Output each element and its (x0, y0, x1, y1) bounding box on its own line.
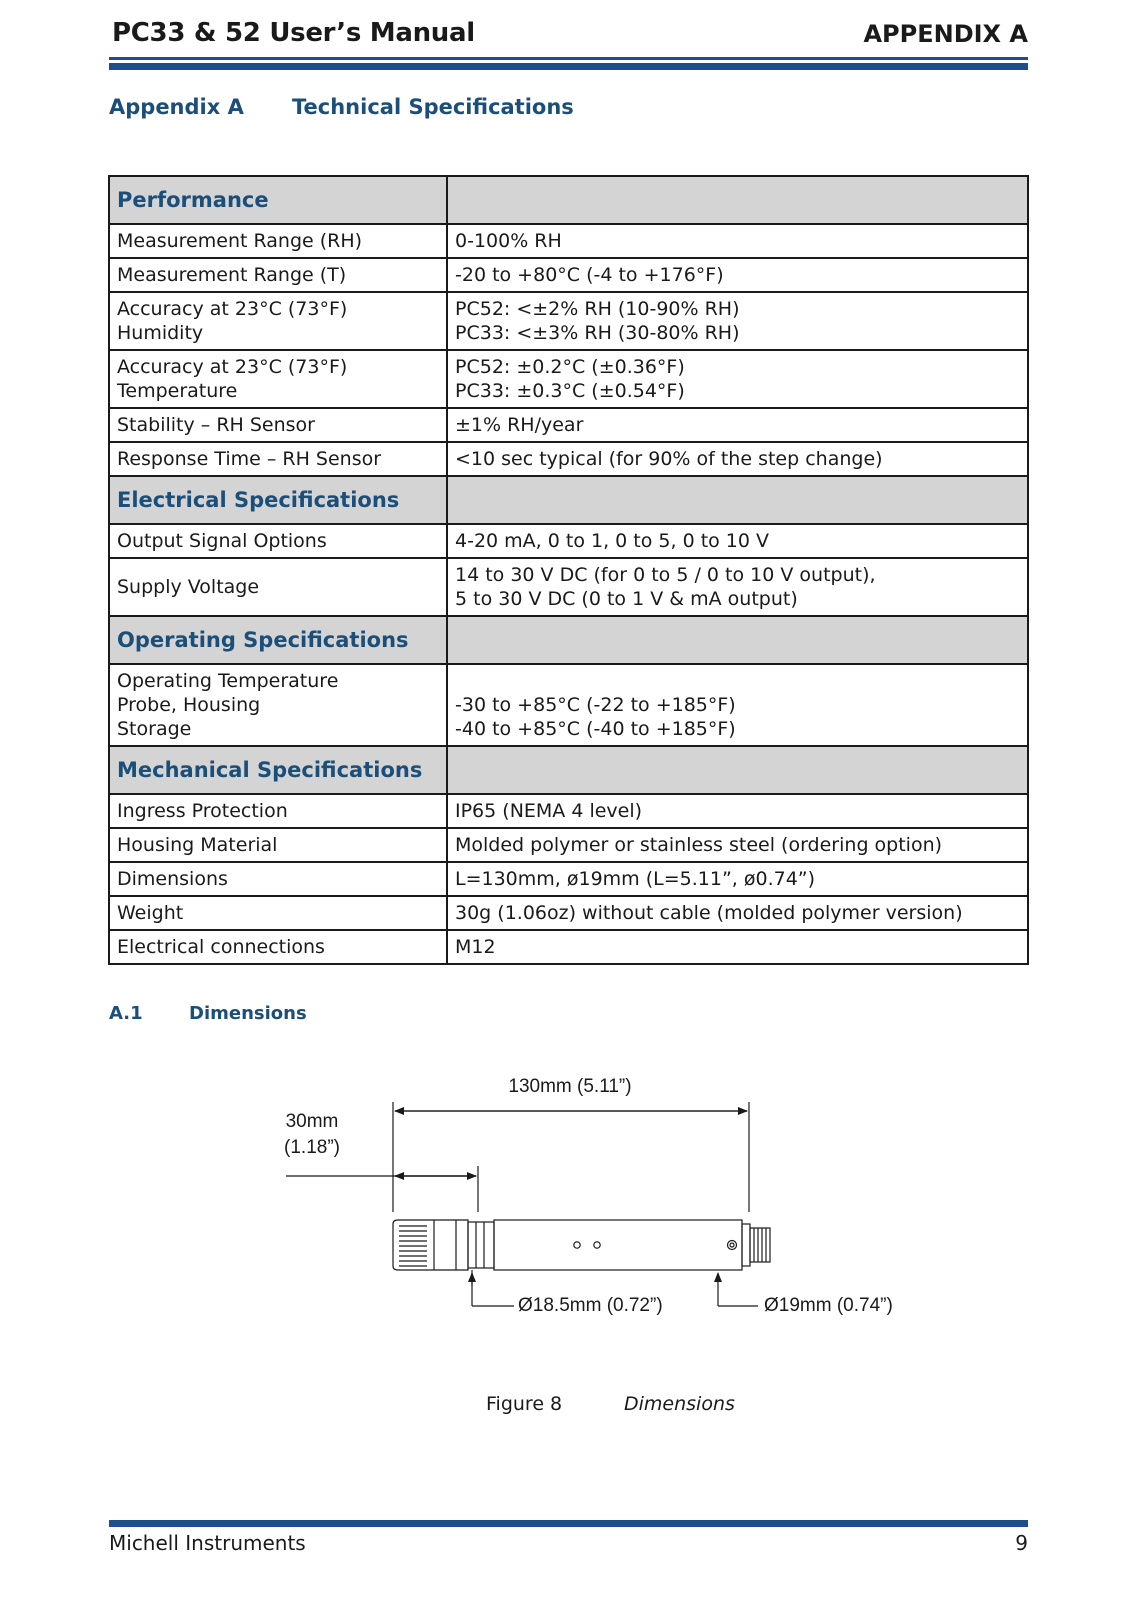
spec-value: 0-100% RH (447, 224, 1028, 258)
spec-label: Dimensions (109, 862, 447, 896)
spec-value (447, 664, 1028, 746)
spec-value-line: -40 to +85°C (-40 to +185°F) (455, 718, 736, 740)
section-heading: Electrical Specifications (109, 476, 447, 524)
spec-value: -20 to +80°C (-4 to +176°F) (447, 258, 1028, 292)
spec-value: <10 sec typical (for 90% of the step change) (447, 442, 1028, 476)
probe-collar (468, 1222, 494, 1268)
table-row (109, 828, 1028, 862)
spec-label-line: Storage (117, 718, 192, 740)
spec-label-line: Temperature (117, 380, 238, 402)
spec-label: Ingress Protection (109, 794, 447, 828)
table-row (109, 442, 1028, 476)
m12-connector (742, 1224, 770, 1266)
spec-value: ±1% RH/year (447, 408, 1028, 442)
section-row-electrical (109, 476, 1028, 524)
spec-value: 4-20 mA, 0 to 1, 0 to 5, 0 to 10 V (447, 524, 1028, 558)
spec-value-line: PC33: ±0.3°C (±0.54°F) (455, 380, 685, 402)
overall-length-label: 130mm (5.11”) (508, 1075, 632, 1097)
spec-value (447, 292, 1028, 350)
spec-label: Weight (109, 896, 447, 930)
spec-label: Supply Voltage (109, 558, 447, 616)
page-number: 9 (1015, 1531, 1028, 1555)
spec-value-line: PC33: <±3% RH (30-80% RH) (455, 322, 740, 344)
spec-value: Molded polymer or stainless steel (ordering option) (447, 828, 1028, 862)
spec-label-line: Operating Temperature (117, 670, 339, 692)
table-row (109, 350, 1028, 408)
spec-value (447, 350, 1028, 408)
filter-length-mm-label: 30mm (285, 1110, 339, 1132)
spec-value: IP65 (NEMA 4 level) (447, 794, 1028, 828)
section-row-mechanical (109, 746, 1028, 794)
spec-label: Output Signal Options (109, 524, 447, 558)
footer-company: Michell Instruments (109, 1531, 306, 1555)
table-row (109, 896, 1028, 930)
spec-label (109, 292, 447, 350)
spec-label-line: Probe, Housing (117, 694, 261, 716)
table-row (109, 524, 1028, 558)
vent-hole (574, 1242, 580, 1248)
subsection-title: Dimensions (189, 1003, 307, 1024)
table-row (109, 794, 1028, 828)
table-row (109, 930, 1028, 964)
spec-label: Housing Material (109, 828, 447, 862)
spec-label: Stability – RH Sensor (109, 408, 447, 442)
table-row (109, 258, 1028, 292)
appendix-label: APPENDIX A (863, 20, 1028, 48)
spec-value: M12 (447, 930, 1028, 964)
spec-label (109, 350, 447, 408)
filter-cap (393, 1220, 468, 1270)
spec-value-line: 5 to 30 V DC (0 to 1 V & mA output) (455, 588, 798, 610)
appendix-title: Technical Specifications (292, 95, 574, 119)
section-row-performance (109, 176, 1028, 224)
spec-label: Measurement Range (T) (109, 258, 447, 292)
spec-value-line: 14 to 30 V DC (for 0 to 5 / 0 to 10 V output), (455, 564, 876, 586)
table-row (109, 292, 1028, 350)
probe-body (494, 1220, 742, 1270)
spec-value (447, 558, 1028, 616)
table-row (109, 558, 1028, 616)
spec-label: Measurement Range (RH) (109, 224, 447, 258)
spec-label: Response Time – RH Sensor (109, 442, 447, 476)
spec-table (108, 175, 1029, 965)
header-rule-thin (109, 57, 1028, 60)
body-diameter-label: Ø18.5mm (0.72”) (518, 1295, 663, 1317)
vent-hole (594, 1242, 600, 1248)
spec-value-line: -30 to +85°C (-22 to +185°F) (455, 694, 736, 716)
table-row (109, 224, 1028, 258)
table-row (109, 664, 1028, 746)
connector-diameter-label: Ø19mm (0.74”) (764, 1295, 893, 1317)
screw (728, 1241, 737, 1250)
section-row-operating (109, 616, 1028, 664)
dimension-drawing (270, 1070, 930, 1330)
spec-label-line: Accuracy at 23°C (73°F) (117, 356, 348, 378)
figure-caption: Dimensions (624, 1393, 735, 1415)
appendix-number: Appendix A (109, 95, 244, 119)
table-row (109, 862, 1028, 896)
spec-value-line: PC52: ±0.2°C (±0.36°F) (455, 356, 685, 378)
spec-label: Electrical connections (109, 930, 447, 964)
spec-value: L=130mm, ø19mm (L=5.11”, ø0.74”) (447, 862, 1028, 896)
spec-value: 30g (1.06oz) without cable (molded polymer version) (447, 896, 1028, 930)
section-heading: Performance (109, 176, 447, 224)
table-row (109, 408, 1028, 442)
header-rule-thick (109, 63, 1028, 70)
filter-length-in-label: (1.18”) (284, 1136, 340, 1158)
section-heading: Operating Specifications (109, 616, 447, 664)
spec-value-line: PC52: <±2% RH (10-90% RH) (455, 298, 740, 320)
footer-rule (109, 1520, 1028, 1527)
spec-label-line: Humidity (117, 322, 204, 344)
spec-label (109, 664, 447, 746)
subsection-number: A.1 (109, 1003, 143, 1024)
figure-number: Figure 8 (486, 1393, 563, 1415)
section-heading: Mechanical Specifications (109, 746, 447, 794)
spec-label-line: Accuracy at 23°C (73°F) (117, 298, 348, 320)
manual-title: PC33 & 52 User’s Manual (112, 18, 475, 48)
